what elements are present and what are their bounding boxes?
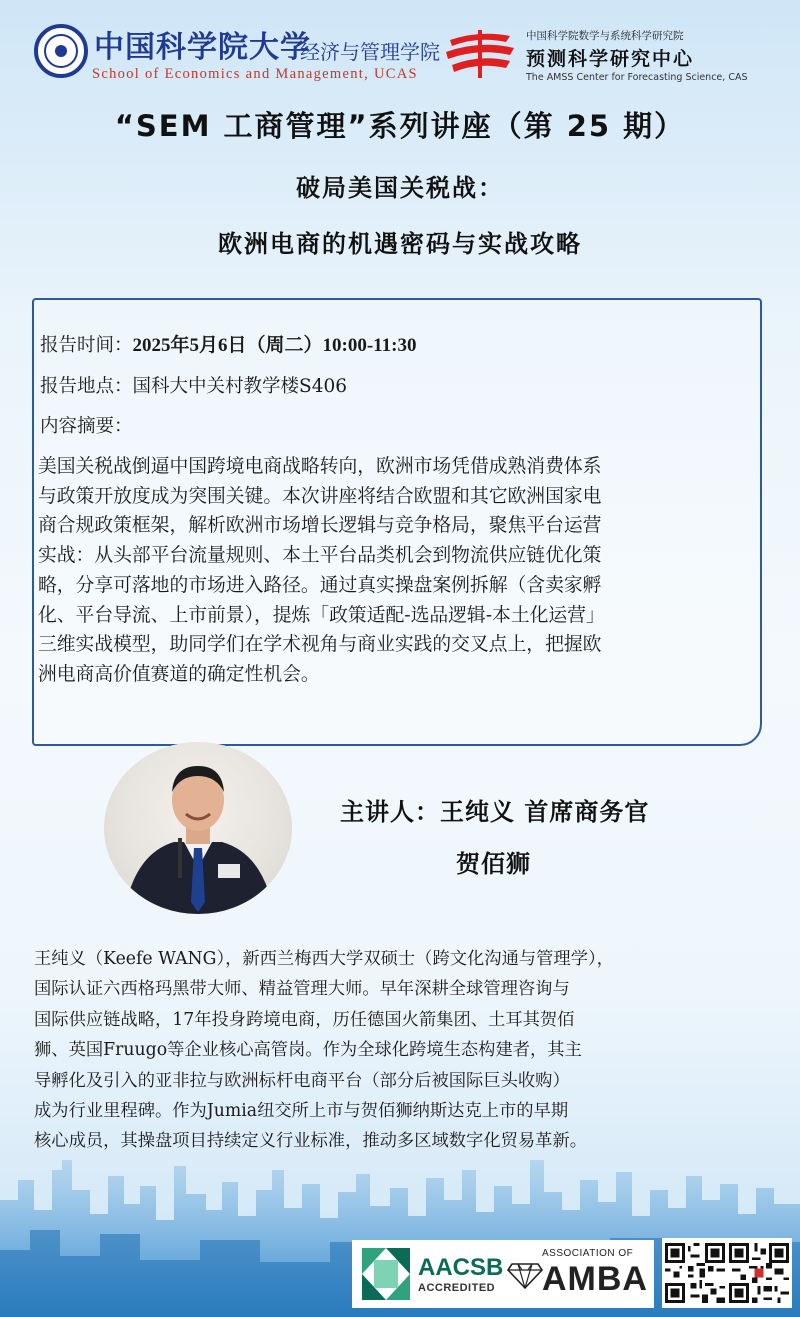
aacsb-logo-icon — [360, 1246, 412, 1302]
qr-code-1 — [662, 1238, 728, 1308]
talk-place-label: 报告地点： — [40, 376, 133, 397]
talk-title-line-2: 欧洲电商的机遇密码与实战攻略 — [218, 230, 582, 258]
series-title: “SEM 工商管理”系列讲座（第 25 期） — [114, 109, 686, 143]
qr-code-2 — [726, 1238, 792, 1308]
abstract-line: 实战：从头部平台流量规则、本土平台品类机会到物流供应链优化策 — [38, 545, 602, 567]
ucas-name: 中国科学院大学 — [94, 30, 311, 65]
speaker-line-1: 主讲人：王纯义 首席商务官 — [340, 798, 650, 826]
talk-time-value: 2025年5月6日（周二）10:00-11:30 — [132, 335, 417, 356]
speaker-bio — [34, 944, 770, 1157]
amba-diamond-icon — [506, 1254, 544, 1292]
speaker-photo — [104, 742, 292, 914]
forecast-center-english: The AMSS Center for Forecasting Science, CAS — [526, 72, 748, 83]
abstract-text — [38, 452, 760, 690]
ucas-english-name: School of Economics and Management, UCAS — [92, 66, 418, 82]
forecast-center-logo — [444, 28, 516, 80]
aacsb-label: AACSB — [418, 1254, 504, 1281]
speaker-line-2: 贺佰狮 — [456, 850, 531, 878]
talk-info-box — [32, 298, 762, 746]
bio-line: 国际供应链战略，17年投身跨境电商，历任德国火箭集团、土耳其贺佰 — [34, 1009, 575, 1030]
talk-time — [40, 330, 416, 357]
talk-place-value: 国科大中关村教学楼S406 — [132, 376, 348, 397]
ucas-school-name: 经济与管理学院 — [300, 40, 440, 64]
bio-line: 王纯义（Keefe WANG），新西兰梅西大学双硕士（跨文化沟通与管理学）， — [34, 949, 614, 969]
amba-label: AMBA — [542, 1260, 648, 1298]
amba-association-label: ASSOCIATION OF — [542, 1248, 634, 1259]
abstract-line: 与政策开放度成为突围关键。本次讲座将结合欧盟和其它欧洲国家电 — [38, 485, 602, 507]
aacsb-accredited-label: ACCREDITED — [418, 1282, 496, 1294]
abstract-line: 化、平台导流、上市前景），提炼「政策适配-选品逻辑-本土化运营」 — [38, 604, 605, 626]
talk-time-label: 报告时间： — [40, 335, 133, 356]
talk-place — [40, 372, 347, 398]
forecast-center-name: 预测科学研究中心 — [526, 48, 695, 70]
abstract-line: 三维实战模型，助同学们在学术视角与商业实践的交叉点上，把握欧 — [38, 634, 602, 656]
bio-line: 导孵化及引入的亚非拉与欧洲标杆电商平台（部分后被国际巨头收购） — [34, 1070, 570, 1091]
abstract-line: 略，分享可落地的市场进入路径。通过真实操盘案例拆解（含卖家孵 — [38, 574, 602, 596]
abstract-line: 美国关税战倒逼中国跨境电商战略转向，欧洲市场凭借成熟消费体系 — [38, 456, 602, 477]
bio-line: 国际认证六西格玛黑带大师、精益管理大师。早年深耕全球管理咨询与 — [34, 979, 570, 1000]
abstract-label: 内容摘要： — [40, 416, 133, 437]
ucas-logo-seal — [34, 24, 88, 78]
bio-line: 成为行业里程碑。作为Jumia纽交所上市与贺佰狮纳斯达克上市的早期 — [34, 1101, 569, 1122]
accreditation-badges — [352, 1240, 654, 1308]
bio-line: 核心成员，其操盘项目持续定义行业标准，推动多区域数字化贸易革新。 — [34, 1131, 588, 1152]
talk-title-line-1: 破局美国关税战： — [296, 174, 504, 202]
forecast-center-parent: 中国科学院数学与系统科学研究院 — [526, 30, 684, 42]
bio-line: 狮、英国Fruugo等企业核心高管岗。作为全球化跨境生态构建者，其主 — [34, 1040, 582, 1061]
abstract-line: 商合规政策框架，解析欧洲市场增长逻辑与竞争格局，聚焦平台运营 — [38, 515, 602, 537]
abstract-line: 洲电商高价值赛道的确定性机会。 — [38, 663, 320, 685]
